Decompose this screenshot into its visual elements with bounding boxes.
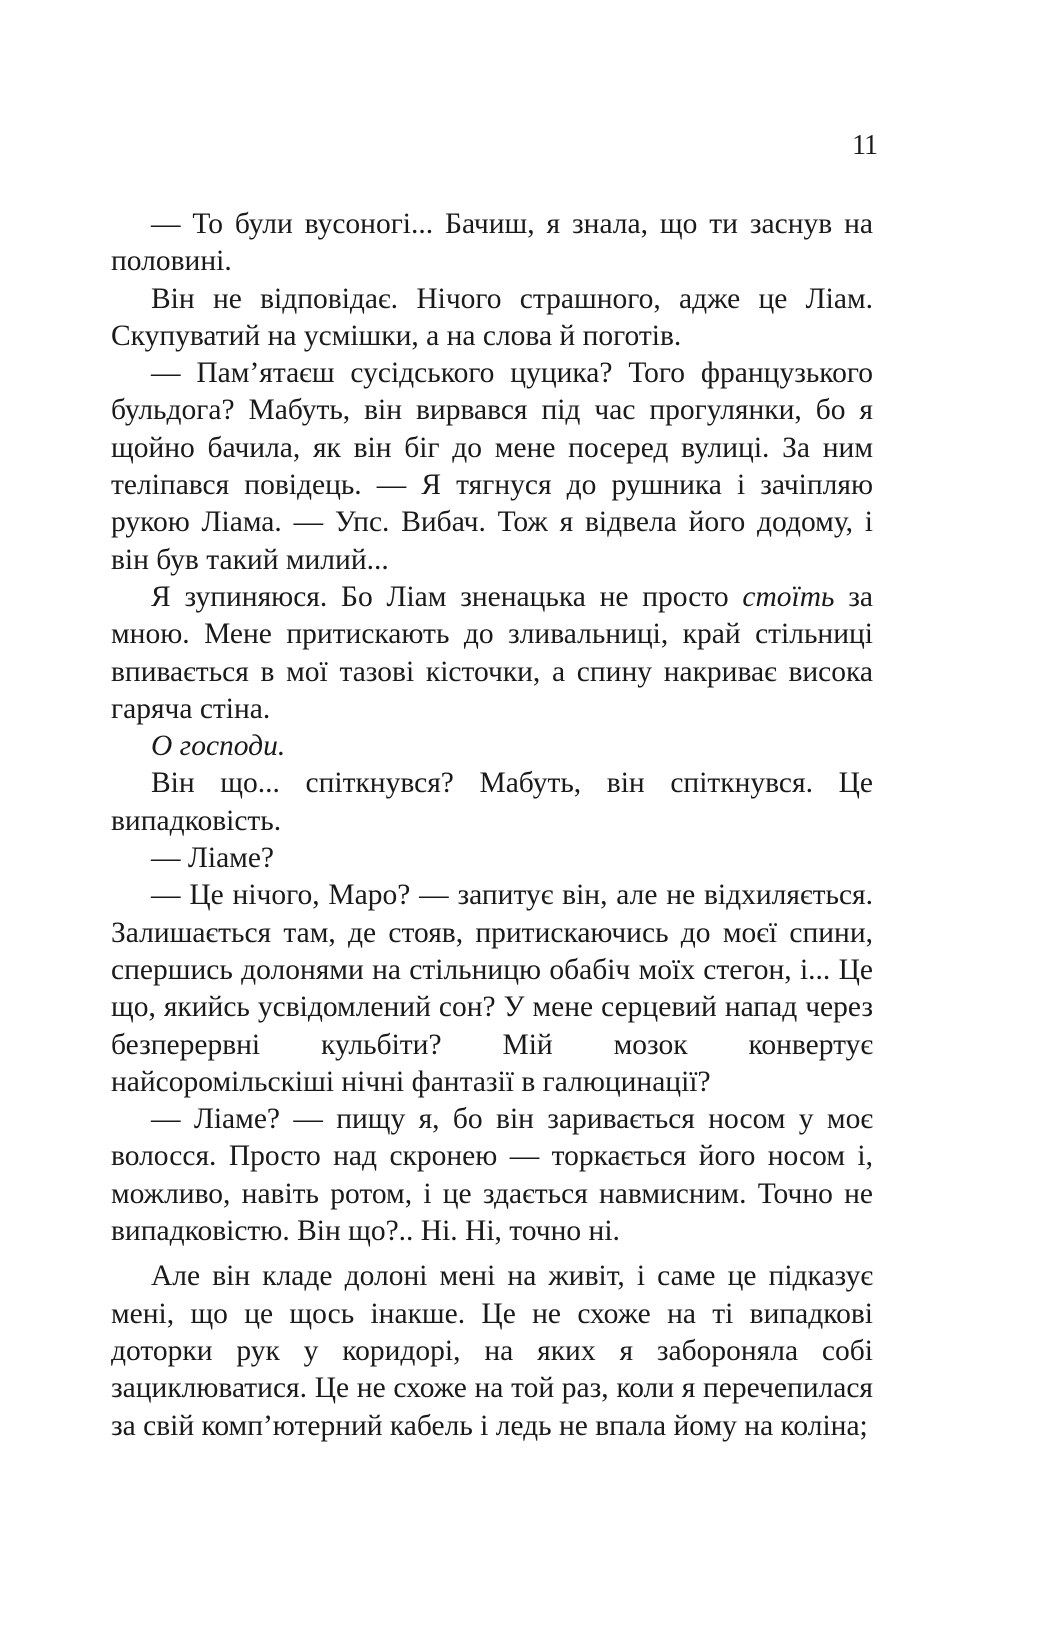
paragraph-10: Але він кладе долоні мені на живіт, і саме це підказує мені, що це щось інакше. Це не схоже на ті випадкові доторки рук у коридорі, на яких я забороняла собі зациклюватися. Це не схоже на той раз, коли я перечепилася за свій комп’ютерний кабель і ледь не впала йому на коліна; bbox=[111, 1260, 873, 1442]
paragraph-7: — Ліаме? bbox=[151, 842, 275, 875]
paragraph-9: — Ліаме? — пищу я, бо він заривається носом у моє волосся. Просто над скронею — торкається його носом і, можливо, навіть ротом, і це здається навмисним. Точно не випадковістю. Він що?.. Ні. Ні, точно ні. bbox=[111, 1103, 873, 1248]
paragraph-4-italic: стоїть bbox=[742, 580, 835, 613]
page-number: 11 bbox=[852, 130, 877, 161]
paragraph-3: — Пам’ятаєш сусідського цуцика? Того французького бульдога? Мабуть, він вирвався під час прогулянки, бо я щойно бачила, як він біг до мене посеред вулиці. За ним теліпався повідець. — Я тягнуся до рушника і зачіпляю рукою Ліама. — Упс. Вибач. Тож я відвела його додому, і він був такий милий... bbox=[111, 357, 873, 576]
body-text bbox=[111, 206, 873, 1445]
paragraph-4-after: за мною. Мене притискають до зливальниці, край стільниці впивається в мої тазові кісточки, а спину накриває висока гаряча стіна. bbox=[111, 580, 873, 725]
paragraph-1: — То були вусоногі... Бачиш, я знала, що ти заснув на половині. bbox=[111, 208, 873, 278]
paragraph-5-italic: О господи. bbox=[151, 730, 286, 763]
paragraph-6: Він що... спіткнувся? Мабуть, він спіткнувся. Це випадковість. bbox=[111, 767, 873, 837]
paragraph-2: Він не відповідає. Нічого страшного, адже це Ліам. Скупуватий на усмішки, а на слова й поготів. bbox=[111, 282, 873, 352]
paragraph-4 bbox=[111, 579, 873, 728]
paragraph-5 bbox=[111, 728, 873, 765]
paragraph-4-before: Я зупиняюся. Бо Ліам зненацька не просто bbox=[151, 580, 743, 613]
paragraph-8: — Це нічого, Маро? — запитує він, але не відхиляється. Залишається там, де стояв, притискаючись до моєї спини, спершись долонями на стільницю обабіч моїх стегон, і... Це що, якийсь усвідомлений сон? У мене серцевий напад через безперервні кульбіти? Мій мозок конвертує найсоромільскіші нічні фантазії в галюцинації? bbox=[111, 879, 873, 1098]
